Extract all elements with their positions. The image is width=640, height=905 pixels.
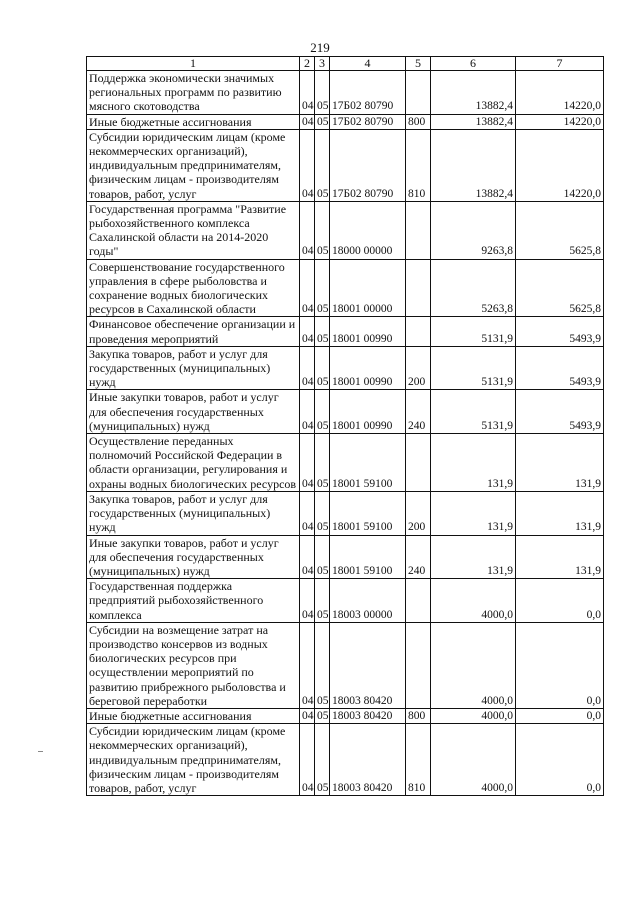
column-header: 4	[330, 57, 406, 71]
expense-type-code	[406, 317, 431, 346]
section-code: 04	[300, 390, 315, 434]
subsection-code: 05	[315, 317, 330, 346]
amount-year-2: 5625,8	[516, 259, 604, 317]
amount-year-2: 0,0	[516, 579, 604, 623]
section-code: 04	[300, 535, 315, 579]
amount-year-1: 4000,0	[431, 708, 516, 723]
subsection-code: 05	[315, 579, 330, 623]
target-article-code: 17Б02 80790	[330, 71, 406, 115]
subsection-code: 05	[315, 535, 330, 579]
section-code: 04	[300, 317, 315, 346]
row-description: Совершенствование государственного управления в сфере рыболовства и сохранение водных биологических ресурсов в Сахалинской области	[87, 259, 300, 317]
row-description: Закупка товаров, работ и услуг для государственных (муниципальных) нужд	[87, 346, 300, 390]
table-row	[87, 724, 604, 796]
target-article-code: 18001 00990	[330, 346, 406, 390]
section-code: 04	[300, 201, 315, 259]
amount-year-1: 9263,8	[431, 201, 516, 259]
section-code: 04	[300, 579, 315, 623]
table-row	[87, 317, 604, 346]
budget-table	[86, 56, 604, 796]
target-article-code: 18003 00000	[330, 579, 406, 623]
amount-year-1: 4000,0	[431, 579, 516, 623]
row-description: Иные бюджетные ассигнования	[87, 708, 300, 723]
amount-year-2: 14220,0	[516, 71, 604, 115]
column-header: 6	[431, 57, 516, 71]
amount-year-2: 0,0	[516, 724, 604, 796]
section-code: 04	[300, 114, 315, 129]
row-description: Субсидии на возмещение затрат на производство консервов из водных биологических ресурсов при осуществлении мероприятий по развитию прибрежного рыболовства и береговой переработки	[87, 622, 300, 708]
amount-year-2: 14220,0	[516, 129, 604, 201]
amount-year-1: 131,9	[431, 491, 516, 535]
amount-year-2: 131,9	[516, 535, 604, 579]
row-description: Иные закупки товаров, работ и услуг для обеспечения государственных (муниципальных) нужд	[87, 390, 300, 434]
amount-year-1: 131,9	[431, 434, 516, 492]
subsection-code: 05	[315, 114, 330, 129]
subsection-code: 05	[315, 390, 330, 434]
table-row	[87, 129, 604, 201]
subsection-code: 05	[315, 346, 330, 390]
amount-year-2: 0,0	[516, 708, 604, 723]
table-row	[87, 71, 604, 115]
target-article-code: 17Б02 80790	[330, 114, 406, 129]
amount-year-1: 4000,0	[431, 724, 516, 796]
row-description: Субсидии юридическим лицам (кроме некоммерческих организаций), индивидуальным предпринимателям, физическим лицам - производителям товаров, работ, услуг	[87, 129, 300, 201]
expense-type-code	[406, 201, 431, 259]
expense-type-code: 810	[406, 129, 431, 201]
expense-type-code	[406, 622, 431, 708]
target-article-code: 18001 00000	[330, 259, 406, 317]
amount-year-1: 13882,4	[431, 129, 516, 201]
section-code: 04	[300, 71, 315, 115]
expense-type-code: 810	[406, 724, 431, 796]
row-description: Государственная поддержка предприятий рыбохозяйственного комплекса	[87, 579, 300, 623]
amount-year-2: 5493,9	[516, 346, 604, 390]
row-description: Иные закупки товаров, работ и услуг для обеспечения государственных (муниципальных) нужд	[87, 535, 300, 579]
table-row	[87, 201, 604, 259]
amount-year-1: 5263,8	[431, 259, 516, 317]
row-description: Закупка товаров, работ и услуг для государственных (муниципальных) нужд	[87, 491, 300, 535]
amount-year-1: 13882,4	[431, 71, 516, 115]
row-description: Осуществление переданных полномочий Российской Федерации в области организации, регулирования и охраны водных биологических ресурсов	[87, 434, 300, 492]
expense-type-code	[406, 579, 431, 623]
table-row	[87, 708, 604, 723]
section-code: 04	[300, 491, 315, 535]
expense-type-code: 800	[406, 114, 431, 129]
header-row	[87, 57, 604, 71]
amount-year-2: 5625,8	[516, 201, 604, 259]
target-article-code: 18003 80420	[330, 708, 406, 723]
row-description: Поддержка экономически значимых региональных программ по развитию мясного скотоводства	[87, 71, 300, 115]
table-row	[87, 491, 604, 535]
subsection-code: 05	[315, 259, 330, 317]
row-description: Субсидии юридическим лицам (кроме некоммерческих организаций), индивидуальным предпринимателям, физическим лицам - производителям товаров, работ, услуг	[87, 724, 300, 796]
section-code: 04	[300, 708, 315, 723]
subsection-code: 05	[315, 434, 330, 492]
row-description: Иные бюджетные ассигнования	[87, 114, 300, 129]
target-article-code: 18001 00990	[330, 390, 406, 434]
amount-year-2: 5493,9	[516, 390, 604, 434]
row-description: Финансовое обеспечение организации и проведения мероприятий	[87, 317, 300, 346]
row-description: Государственная программа "Развитие рыбохозяйственного комплекса Сахалинской области на 2014-2020 годы"	[87, 201, 300, 259]
target-article-code: 18001 59100	[330, 491, 406, 535]
amount-year-1: 5131,9	[431, 346, 516, 390]
subsection-code: 05	[315, 491, 330, 535]
target-article-code: 18003 80420	[330, 724, 406, 796]
amount-year-2: 14220,0	[516, 114, 604, 129]
amount-year-1: 131,9	[431, 535, 516, 579]
amount-year-1: 4000,0	[431, 622, 516, 708]
column-header: 7	[516, 57, 604, 71]
subsection-code: 05	[315, 201, 330, 259]
subsection-code: 05	[315, 71, 330, 115]
subsection-code: 05	[315, 708, 330, 723]
target-article-code: 17Б02 80790	[330, 129, 406, 201]
expense-type-code: 200	[406, 346, 431, 390]
subsection-code: 05	[315, 129, 330, 201]
target-article-code: 18001 00990	[330, 317, 406, 346]
section-code: 04	[300, 259, 315, 317]
section-code: 04	[300, 622, 315, 708]
expense-type-code	[406, 71, 431, 115]
column-header: 2	[300, 57, 315, 71]
expense-type-code: 240	[406, 535, 431, 579]
target-article-code: 18001 59100	[330, 434, 406, 492]
section-code: 04	[300, 346, 315, 390]
expense-type-code: 240	[406, 390, 431, 434]
table-row	[87, 346, 604, 390]
table-row	[87, 390, 604, 434]
table-row	[87, 114, 604, 129]
table-row	[87, 579, 604, 623]
page-number: 219	[310, 40, 330, 55]
column-header: 5	[406, 57, 431, 71]
amount-year-1: 13882,4	[431, 114, 516, 129]
column-header: 3	[315, 57, 330, 71]
table-row	[87, 434, 604, 492]
amount-year-2: 131,9	[516, 491, 604, 535]
target-article-code: 18000 00000	[330, 201, 406, 259]
amount-year-2: 5493,9	[516, 317, 604, 346]
table-row	[87, 259, 604, 317]
amount-year-1: 5131,9	[431, 317, 516, 346]
section-code: 04	[300, 129, 315, 201]
expense-type-code	[406, 259, 431, 317]
subsection-code: 05	[315, 622, 330, 708]
section-code: 04	[300, 434, 315, 492]
section-code: 04	[300, 724, 315, 796]
amount-year-1: 5131,9	[431, 390, 516, 434]
subsection-code: 05	[315, 724, 330, 796]
amount-year-2: 131,9	[516, 434, 604, 492]
table-row	[87, 622, 604, 708]
table-row	[87, 535, 604, 579]
expense-type-code: 200	[406, 491, 431, 535]
amount-year-2: 0,0	[516, 622, 604, 708]
column-header: 1	[87, 57, 300, 71]
target-article-code: 18003 80420	[330, 622, 406, 708]
target-article-code: 18001 59100	[330, 535, 406, 579]
expense-type-code	[406, 434, 431, 492]
expense-type-code: 800	[406, 708, 431, 723]
stray-mark	[38, 751, 43, 752]
